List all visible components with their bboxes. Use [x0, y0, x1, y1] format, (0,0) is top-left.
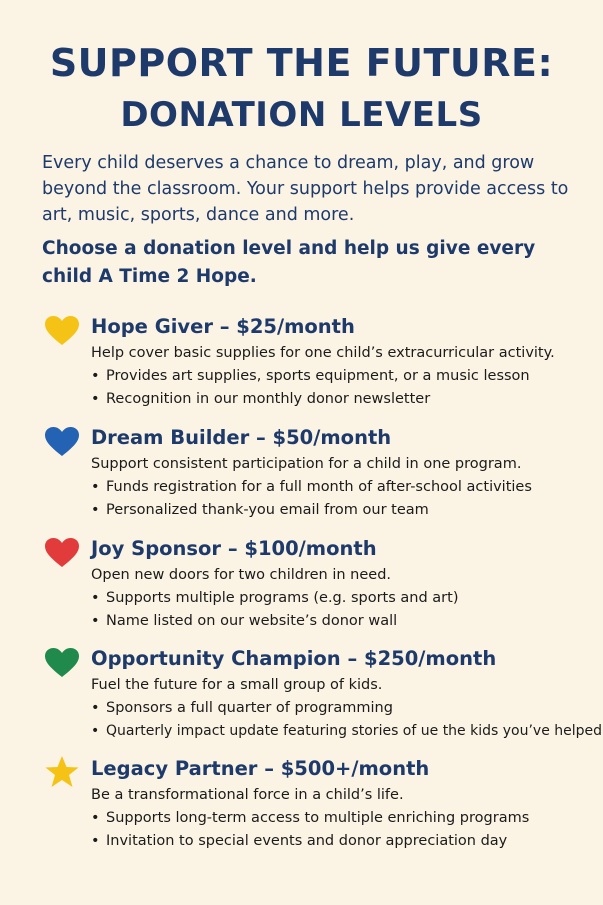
- benefit-item: • Supports long-term access to multiple enriching programs: [91, 807, 529, 830]
- call-to-action: Choose a donation level and help us give every child A Time 2 Hope.: [42, 238, 536, 287]
- page-title-line-2: DONATION LEVELS: [120, 95, 483, 135]
- green-heart-icon: [44, 647, 80, 679]
- level-description: Support consistent participation for a child in one program.: [91, 456, 522, 472]
- level-title: Opportunity Champion – $250/month: [91, 647, 497, 670]
- level-description: Help cover basic supplies for one child’s extracurricular activity.: [91, 345, 555, 361]
- level-title: Hope Giver – $25/month: [91, 315, 355, 338]
- benefit-list: [91, 476, 532, 522]
- blue-heart-icon: [44, 426, 80, 458]
- benefit-item: • Sponsors a full quarter of programming: [91, 697, 602, 720]
- benefit-item: • Supports multiple programs (e.g. sports and art): [91, 587, 459, 610]
- benefit-list: [91, 587, 459, 633]
- page-title-line-1: SUPPORT THE FUTURE:: [49, 41, 554, 85]
- level-title: Joy Sponsor – $100/month: [91, 537, 377, 560]
- benefit-item: • Recognition in our monthly donor newsletter: [91, 388, 530, 411]
- benefit-item: • Funds registration for a full month of after-school activities: [91, 476, 532, 499]
- level-description: Open new doors for two children in need.: [91, 567, 392, 583]
- red-heart-icon: [44, 537, 80, 569]
- benefit-item: • Personalized thank-you email from our team: [91, 499, 532, 522]
- level-description: Be a transformational force in a child’s life.: [91, 787, 404, 803]
- benefit-item: • Provides art supplies, sports equipment, or a music lesson: [91, 365, 530, 388]
- level-title: Dream Builder – $50/month: [91, 426, 392, 449]
- level-title: Legacy Partner – $500+/month: [91, 757, 430, 780]
- intro-paragraph: Every child deserves a chance to dream, play, and grow beyond the classroom. Your support helps provide access to art, music, sports, dance and more.: [42, 153, 569, 225]
- benefit-list: [91, 365, 530, 411]
- gold-star-icon: [44, 755, 80, 789]
- benefit-item: • Quarterly impact update featuring stories of ue the kids you’ve helped: [91, 720, 602, 743]
- level-description: Fuel the future for a small group of kids.: [91, 677, 383, 693]
- benefit-item: • Name listed on our website’s donor wall: [91, 610, 459, 633]
- benefit-list: [91, 697, 602, 743]
- benefit-list: [91, 807, 529, 853]
- yellow-heart-icon: [44, 315, 80, 347]
- benefit-item: • Invitation to special events and donor appreciation day: [91, 830, 529, 853]
